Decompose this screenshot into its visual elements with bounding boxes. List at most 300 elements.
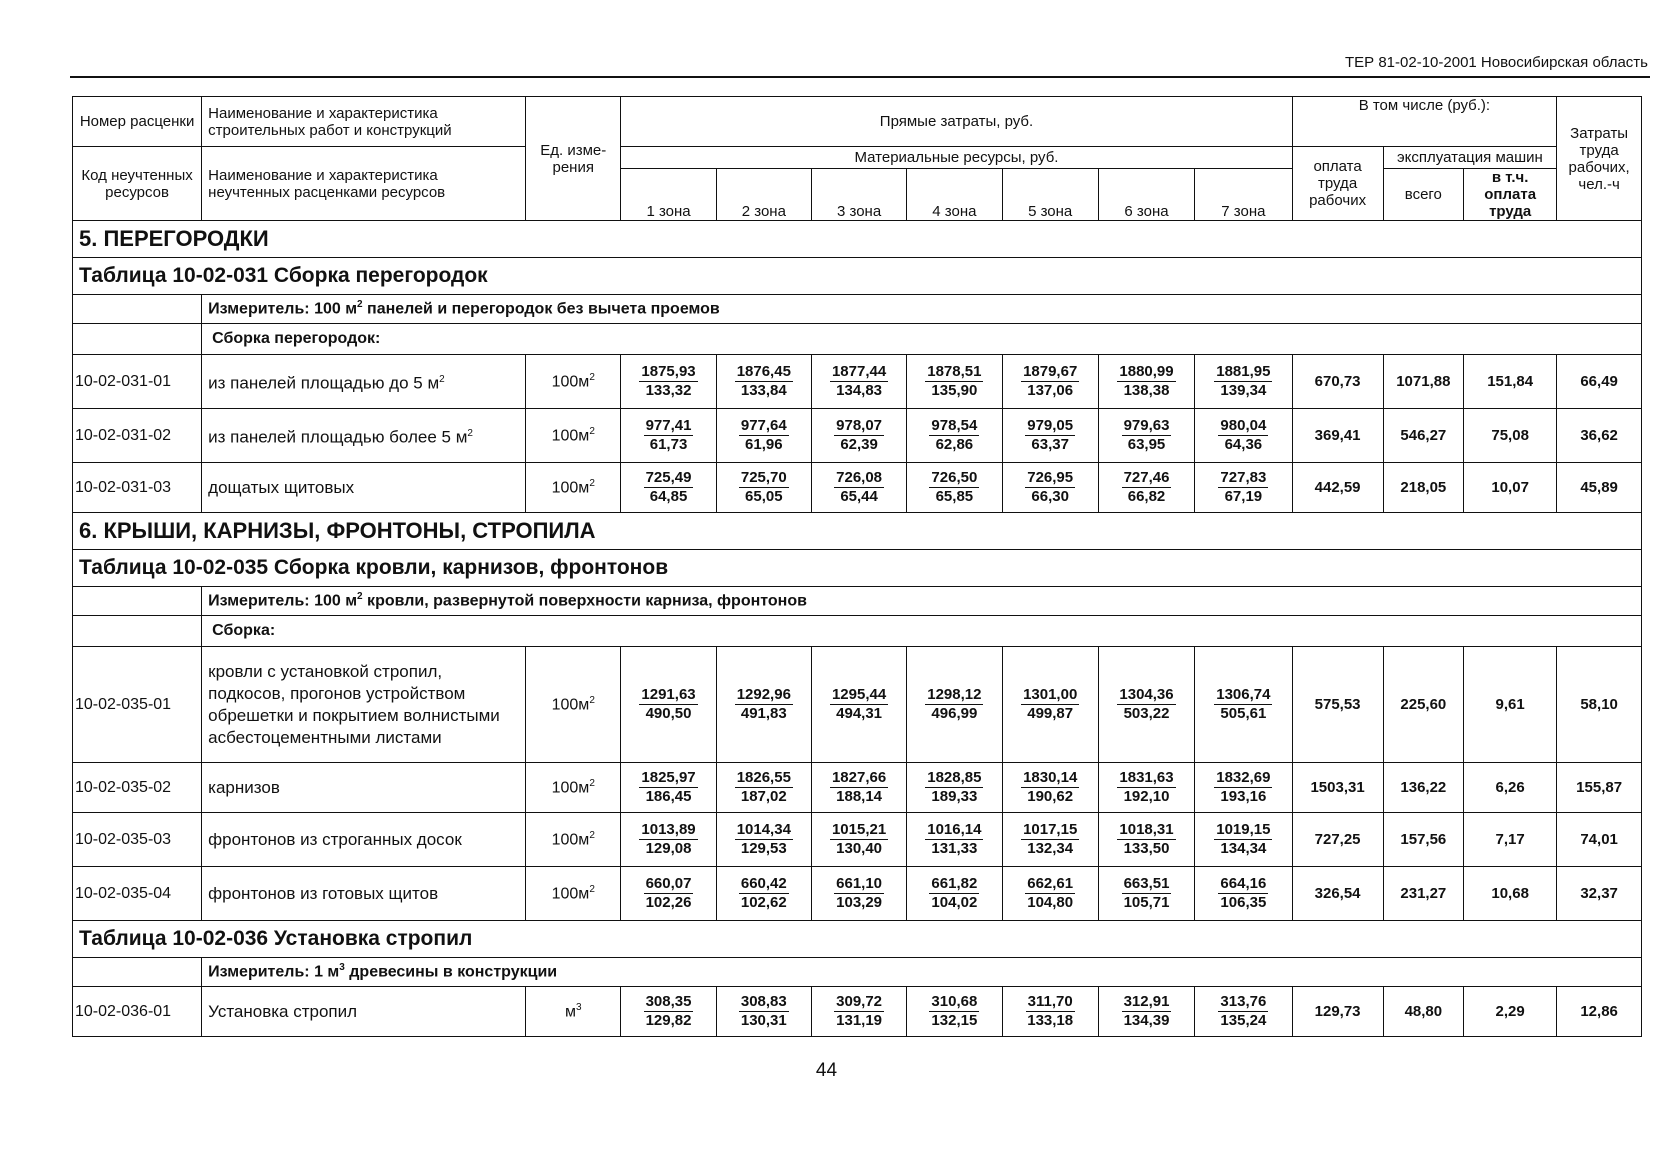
material-cost: 505,61 <box>1220 705 1267 722</box>
zone-7-price <box>1195 987 1292 1037</box>
zone-3-price <box>811 463 906 513</box>
direct-cost: 1017,15 <box>1023 821 1078 838</box>
measure-text-rest: древесины в конструкции <box>344 963 558 981</box>
material-cost: 64,85 <box>649 488 688 505</box>
unit-text: 100м <box>551 885 590 903</box>
zone-7-price <box>1195 647 1292 763</box>
machines-labor: 10,07 <box>1464 463 1557 513</box>
section-title: 5. ПЕРЕГОРОДКИ <box>73 221 1642 258</box>
labor-pay: 369,41 <box>1292 409 1383 463</box>
work-name <box>202 867 526 921</box>
zone-1-price <box>621 647 716 763</box>
direct-cost: 313,76 <box>1220 993 1267 1010</box>
zone-7-price <box>1195 463 1292 513</box>
table-row <box>73 355 1642 409</box>
material-cost: 104,80 <box>1027 894 1074 911</box>
direct-cost: 1876,45 <box>736 363 791 380</box>
zone-2-header: 2 зона <box>716 169 811 221</box>
machines-total: 225,60 <box>1383 647 1463 763</box>
direct-cost: 979,05 <box>1027 417 1074 434</box>
direct-cost: 725,70 <box>740 469 787 486</box>
material-cost: 134,34 <box>1220 840 1267 857</box>
unit <box>526 409 621 463</box>
empty-cell <box>73 587 202 616</box>
material-cost: 137,06 <box>1027 382 1074 399</box>
material-cost: 106,35 <box>1220 894 1267 911</box>
work-name-text: из панелей площадью более 5 м <box>208 427 468 447</box>
table-title-row <box>73 921 1642 958</box>
zone-5-price <box>1002 813 1098 867</box>
material-cost: 66,82 <box>1127 488 1166 505</box>
unit-text: 100м <box>551 696 590 714</box>
material-cost: 134,83 <box>836 382 883 399</box>
labor-hours: 74,01 <box>1557 813 1642 867</box>
direct-cost: 980,04 <box>1220 417 1267 434</box>
zone-4-price <box>907 463 1002 513</box>
unit-exponent: 2 <box>589 477 595 489</box>
material-cost: 129,82 <box>645 1012 692 1029</box>
direct-cost: 1830,14 <box>1023 769 1078 786</box>
zone-1-header: 1 зона <box>621 169 716 221</box>
material-cost: 129,53 <box>740 840 787 857</box>
work-name <box>202 647 526 763</box>
work-name-text: карнизов <box>208 777 280 797</box>
direct-cost: 1877,44 <box>831 363 887 380</box>
zone-5-price <box>1002 463 1098 513</box>
direct-cost: 977,64 <box>740 417 787 434</box>
machines-total: 218,05 <box>1383 463 1463 513</box>
document-reference: ТЕР 81-02-10-2001 Новосибирская область <box>1345 54 1648 71</box>
zone-1-price <box>621 867 716 921</box>
zone-5-price <box>1002 763 1098 813</box>
machines-total: 157,56 <box>1383 813 1463 867</box>
machines-total: 231,27 <box>1383 867 1463 921</box>
zone-6-price <box>1098 409 1194 463</box>
labor-hours: 36,62 <box>1557 409 1642 463</box>
rate-code: 10-02-031-03 <box>73 463 202 513</box>
material-cost: 130,40 <box>836 840 883 857</box>
name-header: Наименование и характеристика строительных работ и конструкций <box>202 97 526 147</box>
direct-cost: 1832,69 <box>1216 769 1271 786</box>
zone-4-price <box>907 647 1002 763</box>
zone-3-header: 3 зона <box>811 169 906 221</box>
table-row <box>73 867 1642 921</box>
direct-cost: 727,46 <box>1123 469 1170 486</box>
zone-4-price <box>907 987 1002 1037</box>
material-cost: 187,02 <box>740 788 787 805</box>
direct-cost: 308,35 <box>645 993 692 1010</box>
group-subtitle: Сборка перегородок: <box>202 324 1642 355</box>
direct-cost: 978,54 <box>931 417 978 434</box>
direct-cost: 725,49 <box>645 469 692 486</box>
material-cost: 499,87 <box>1027 705 1074 722</box>
section-title: 6. КРЫШИ, КАРНИЗЫ, ФРОНТОНЫ, СТРОПИЛА <box>73 513 1642 550</box>
machines-labor: 10,68 <box>1464 867 1557 921</box>
zone-4-price <box>907 867 1002 921</box>
table-row <box>73 463 1642 513</box>
measure-text-rest: панелей и перегородок без вычета проемов <box>362 300 720 318</box>
table-row <box>73 763 1642 813</box>
work-name-text: фронтонов из строганных досок <box>208 829 462 849</box>
direct-cost: 1018,31 <box>1119 821 1174 838</box>
direct-cost: 979,63 <box>1123 417 1170 434</box>
direct-cost: 1825,97 <box>641 769 696 786</box>
machines-labor: 2,29 <box>1464 987 1557 1037</box>
zone-6-price <box>1098 355 1194 409</box>
material-cost: 63,95 <box>1127 436 1166 453</box>
machines-labor: 6,26 <box>1464 763 1557 813</box>
direct-cost: 661,10 <box>836 875 883 892</box>
zone-1-price <box>621 409 716 463</box>
work-name <box>202 987 526 1037</box>
work-name <box>202 409 526 463</box>
empty-cell <box>73 295 202 324</box>
zone-4-price <box>907 355 1002 409</box>
unit-exponent: 2 <box>589 829 595 841</box>
unit-text: 100м <box>551 479 590 497</box>
measure-text: Измеритель: 100 м <box>208 592 358 610</box>
work-name-text: дощатых щитовых <box>208 477 355 497</box>
material-cost: 67,19 <box>1224 488 1263 505</box>
labor-hours: 12,86 <box>1557 987 1642 1037</box>
zone-5-price <box>1002 647 1098 763</box>
unit <box>526 813 621 867</box>
measure-row <box>73 295 1642 324</box>
direct-cost: 1016,14 <box>927 821 982 838</box>
machines-total-header: всего <box>1383 169 1463 221</box>
zone-2-price <box>716 647 811 763</box>
direct-cost: 1014,34 <box>736 821 791 838</box>
subtitle-row <box>73 324 1642 355</box>
direct-cost: 1878,51 <box>927 363 982 380</box>
zone-6-price <box>1098 647 1194 763</box>
measure-text: Измеритель: 1 м <box>208 963 340 981</box>
direct-cost: 663,51 <box>1123 875 1170 892</box>
direct-cost: 1292,96 <box>736 686 791 703</box>
direct-cost: 660,07 <box>645 875 692 892</box>
unit-text: м <box>564 1003 576 1021</box>
labor-hours: 155,87 <box>1557 763 1642 813</box>
zone-3-price <box>811 409 906 463</box>
work-name-text: из панелей площадью до 5 м <box>208 373 440 393</box>
direct-cost: 309,72 <box>836 993 883 1010</box>
zone-4-price <box>907 409 1002 463</box>
direct-cost: 1827,66 <box>831 769 887 786</box>
direct-cost: 312,91 <box>1123 993 1170 1010</box>
zone-5-header: 5 зона <box>1002 169 1098 221</box>
material-cost: 102,26 <box>645 894 692 911</box>
direct-cost: 1880,99 <box>1119 363 1174 380</box>
empty-cell <box>73 958 202 987</box>
labor-hours: 32,37 <box>1557 867 1642 921</box>
machines-header: эксплуатация машин <box>1383 147 1557 169</box>
code-header: Номер расценки <box>73 97 202 147</box>
zone-1-price <box>621 463 716 513</box>
section-row <box>73 221 1642 258</box>
unit <box>526 355 621 409</box>
rate-code: 10-02-035-02 <box>73 763 202 813</box>
machines-labor-header: в т.ч. оплата труда <box>1464 169 1557 221</box>
material-cost: 65,05 <box>745 488 783 505</box>
zone-5-price <box>1002 867 1098 921</box>
section-row <box>73 513 1642 550</box>
zone-6-price <box>1098 867 1194 921</box>
table-row <box>73 409 1642 463</box>
material-cost: 133,50 <box>1123 840 1170 857</box>
material-cost: 131,33 <box>931 840 978 857</box>
material-cost: 64,36 <box>1224 436 1263 453</box>
zone-3-price <box>811 813 906 867</box>
work-name-exponent: 2 <box>467 427 473 439</box>
material-cost: 186,45 <box>645 788 692 805</box>
zone-1-price <box>621 813 716 867</box>
unit-text: 100м <box>551 779 590 797</box>
zone-2-price <box>716 463 811 513</box>
zone-3-price <box>811 647 906 763</box>
measure-exponent: 2 <box>357 591 363 603</box>
zone-2-price <box>716 813 811 867</box>
rates-table <box>72 96 1642 1037</box>
table-title-row <box>73 258 1642 295</box>
material-cost: 133,32 <box>645 382 692 399</box>
measure-exponent: 2 <box>357 299 363 311</box>
material-cost: 190,62 <box>1027 788 1074 805</box>
labor-pay: 129,73 <box>1292 987 1383 1037</box>
measure-text-rest: кровли, развернутой поверхности карниза, фронтонов <box>362 592 807 610</box>
work-name <box>202 763 526 813</box>
direct-cost: 1831,63 <box>1119 769 1174 786</box>
machines-labor: 151,84 <box>1464 355 1557 409</box>
empty-cell <box>73 324 202 355</box>
work-name <box>202 813 526 867</box>
direct-cost: 661,82 <box>931 875 978 892</box>
header-row-2 <box>73 147 1642 169</box>
zone-6-price <box>1098 463 1194 513</box>
machines-labor: 75,08 <box>1464 409 1557 463</box>
labor-pay: 575,53 <box>1292 647 1383 763</box>
measure-row <box>73 587 1642 616</box>
work-name-text: кровли с установкой стропил, подкосов, прогонов устройством обрешетки и покрытием волнистыми асбестоцементными листами <box>208 661 500 747</box>
zone-5-price <box>1002 987 1098 1037</box>
zone-3-price <box>811 355 906 409</box>
work-name-text: Установка стропил <box>208 1001 358 1021</box>
material-cost: 133,18 <box>1027 1012 1074 1029</box>
work-name <box>202 355 526 409</box>
labor-pay: 670,73 <box>1292 355 1383 409</box>
zone-2-price <box>716 355 811 409</box>
table-title: Таблица 10-02-036 Установка стропил <box>73 921 1642 958</box>
zone-1-price <box>621 987 716 1037</box>
material-cost: 130,31 <box>740 1012 787 1029</box>
direct-cost: 1295,44 <box>831 686 887 703</box>
zone-3-price <box>811 763 906 813</box>
direct-cost: 977,41 <box>645 417 692 434</box>
material-cost: 65,85 <box>935 488 974 505</box>
material-cost: 138,38 <box>1123 382 1170 399</box>
material-cost: 102,62 <box>740 894 787 911</box>
material-cost: 133,84 <box>740 382 787 399</box>
direct-cost: 1298,12 <box>927 686 982 703</box>
machines-labor: 7,17 <box>1464 813 1557 867</box>
material-cost: 496,99 <box>931 705 978 722</box>
subtitle-row <box>73 616 1642 647</box>
table-row <box>73 987 1642 1037</box>
unit-exponent: 2 <box>589 425 595 437</box>
material-cost: 61,96 <box>745 436 783 453</box>
table-title-row <box>73 550 1642 587</box>
direct-cost: 660,42 <box>740 875 787 892</box>
material-cost: 189,33 <box>931 788 978 805</box>
labor-hours: 45,89 <box>1557 463 1642 513</box>
material-cost: 131,19 <box>836 1012 883 1029</box>
material-cost: 134,39 <box>1123 1012 1170 1029</box>
zone-4-header: 4 зона <box>907 169 1002 221</box>
measure-label <box>202 295 1642 324</box>
material-cost: 188,14 <box>836 788 883 805</box>
unit-exponent: 2 <box>589 371 595 383</box>
machines-total: 1071,88 <box>1383 355 1463 409</box>
direct-cost: 1826,55 <box>736 769 791 786</box>
material-cost: 66,30 <box>1031 488 1069 505</box>
unit <box>526 867 621 921</box>
direct-cost: 727,83 <box>1220 469 1267 486</box>
work-name <box>202 463 526 513</box>
measure-label <box>202 958 1642 987</box>
machines-total: 136,22 <box>1383 763 1463 813</box>
labor-pay: 727,25 <box>1292 813 1383 867</box>
direct-cost: 726,08 <box>836 469 883 486</box>
group-subtitle: Сборка: <box>202 616 1642 647</box>
unit-exponent: 2 <box>589 777 595 789</box>
zone-6-header: 6 зона <box>1098 169 1194 221</box>
material-cost: 63,37 <box>1031 436 1069 453</box>
rate-code: 10-02-035-04 <box>73 867 202 921</box>
material-cost: 62,39 <box>840 436 878 453</box>
direct-cost: 1306,74 <box>1216 686 1271 703</box>
rate-code: 10-02-031-02 <box>73 409 202 463</box>
direct-cost: 1881,95 <box>1216 363 1271 380</box>
zone-1-price <box>621 355 716 409</box>
material-cost: 103,29 <box>836 894 883 911</box>
zone-2-price <box>716 867 811 921</box>
direct-cost: 1291,63 <box>641 686 696 703</box>
resource-code-header: Код неучтенных ресурсов <box>73 147 202 221</box>
direct-cost: 310,68 <box>931 993 978 1010</box>
material-cost: 62,86 <box>935 436 974 453</box>
zone-7-header: 7 зона <box>1195 169 1292 221</box>
zone-4-price <box>907 763 1002 813</box>
direct-cost: 1301,00 <box>1023 686 1078 703</box>
zone-7-price <box>1195 867 1292 921</box>
material-cost: 135,24 <box>1220 1012 1267 1029</box>
unit-header: Ед. изме-рения <box>526 97 621 221</box>
direct-cost: 726,95 <box>1027 469 1074 486</box>
material-cost: 193,16 <box>1220 788 1267 805</box>
labor-pay-header: оплата труда рабочих <box>1292 147 1383 221</box>
direct-cost: 311,70 <box>1027 993 1073 1010</box>
direct-cost: 1875,93 <box>641 363 696 380</box>
direct-cost: 308,83 <box>740 993 787 1010</box>
zone-7-price <box>1195 409 1292 463</box>
table-title: Таблица 10-02-035 Сборка кровли, карнизов, фронтонов <box>73 550 1642 587</box>
labor-pay: 326,54 <box>1292 867 1383 921</box>
zone-7-price <box>1195 763 1292 813</box>
measure-text: Измеритель: 100 м <box>208 300 358 318</box>
work-name-text: фронтонов из готовых щитов <box>208 883 439 903</box>
page-number: 44 <box>815 1060 838 1081</box>
unit-text: 100м <box>551 831 590 849</box>
unit <box>526 647 621 763</box>
zone-2-price <box>716 763 811 813</box>
labor-hours: 58,10 <box>1557 647 1642 763</box>
zone-4-price <box>907 813 1002 867</box>
table-row <box>73 813 1642 867</box>
unit-exponent: 3 <box>575 1001 582 1013</box>
zone-7-price <box>1195 813 1292 867</box>
material-cost: 129,08 <box>645 840 692 857</box>
labor-hours-header: Затраты труда рабочих, чел.-ч <box>1557 97 1642 221</box>
material-costs-header: Материальные ресурсы, руб. <box>621 147 1292 169</box>
unit <box>526 987 621 1037</box>
material-cost: 192,10 <box>1123 788 1170 805</box>
material-cost: 494,31 <box>836 705 883 722</box>
zone-6-price <box>1098 813 1194 867</box>
zone-7-price <box>1195 355 1292 409</box>
unit <box>526 763 621 813</box>
zone-5-price <box>1002 409 1098 463</box>
material-cost: 135,90 <box>931 382 978 399</box>
direct-cost: 978,07 <box>836 417 883 434</box>
unit-text: 100м <box>551 373 590 391</box>
zone-6-price <box>1098 763 1194 813</box>
machines-total: 48,80 <box>1383 987 1463 1037</box>
zone-2-price <box>716 987 811 1037</box>
zone-6-price <box>1098 987 1194 1037</box>
labor-pay: 1503,31 <box>1292 763 1383 813</box>
zone-5-price <box>1002 355 1098 409</box>
rate-code: 10-02-035-03 <box>73 813 202 867</box>
material-cost: 61,73 <box>649 436 688 453</box>
labor-hours: 66,49 <box>1557 355 1642 409</box>
resource-name-header: Наименование и характеристика неучтенных расценками ресурсов <box>202 147 526 221</box>
page-header <box>70 54 1650 78</box>
direct-cost: 1304,36 <box>1119 686 1174 703</box>
including-header: В том числе (руб.): <box>1292 97 1557 147</box>
material-cost: 490,50 <box>645 705 692 722</box>
direct-cost: 1879,67 <box>1023 363 1078 380</box>
unit-exponent: 2 <box>589 883 595 895</box>
unit <box>526 463 621 513</box>
direct-cost: 1828,85 <box>927 769 982 786</box>
table-title: Таблица 10-02-031 Сборка перегородок <box>73 258 1642 295</box>
material-cost: 65,44 <box>840 488 878 505</box>
measure-row <box>73 958 1642 987</box>
material-cost: 104,02 <box>931 894 978 911</box>
material-cost: 491,83 <box>740 705 787 722</box>
direct-cost: 1019,15 <box>1216 821 1271 838</box>
unit-text: 100м <box>551 427 590 445</box>
zone-3-price <box>811 867 906 921</box>
material-cost: 139,34 <box>1220 382 1267 399</box>
direct-cost: 1015,21 <box>831 821 887 838</box>
unit-exponent: 2 <box>589 694 595 706</box>
material-cost: 503,22 <box>1123 705 1170 722</box>
work-name-exponent: 2 <box>439 373 445 385</box>
table-row <box>73 647 1642 763</box>
material-cost: 132,34 <box>1027 840 1074 857</box>
zone-2-price <box>716 409 811 463</box>
measure-label <box>202 587 1642 616</box>
